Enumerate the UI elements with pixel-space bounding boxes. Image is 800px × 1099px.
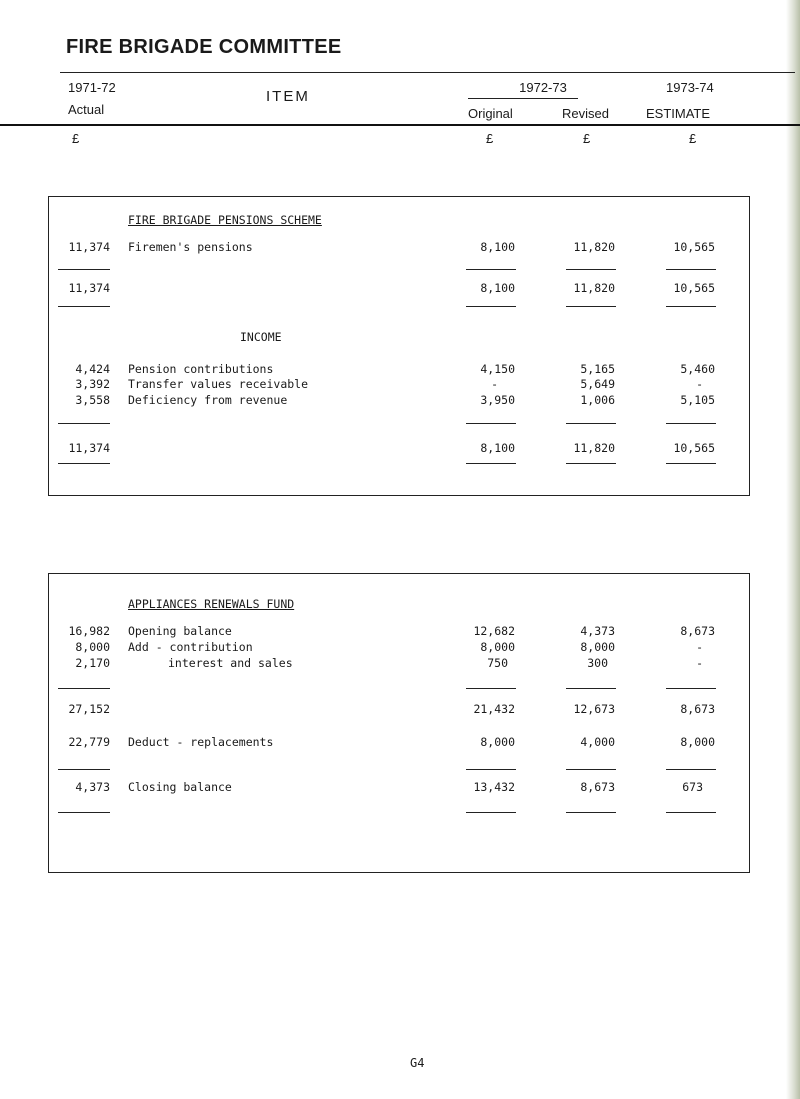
cell-estimate: 5,460 (680, 362, 715, 376)
cell-actual: 22,779 (68, 735, 110, 749)
cell-revised: 300 (587, 656, 608, 670)
total-double-rule (666, 812, 716, 813)
col-mid-year: 1972-73 (519, 80, 567, 95)
cell-revised: 8,000 (580, 640, 615, 654)
cell-actual: 8,000 (75, 640, 110, 654)
cell-revised: 11,820 (573, 281, 615, 295)
cell-actual: 11,374 (68, 281, 110, 295)
total-rule (58, 769, 110, 770)
total-rule (466, 269, 516, 270)
cell-actual: 27,152 (68, 702, 110, 716)
cell-original: 8,100 (480, 240, 515, 254)
total-rule (466, 688, 516, 689)
cell-revised: 1,006 (580, 393, 615, 407)
cell-estimate: 10,565 (673, 281, 715, 295)
total-rule (666, 269, 716, 270)
cell-item: Opening balance (128, 624, 232, 638)
total-rule (58, 423, 110, 424)
cell-original: 8,000 (480, 640, 515, 654)
appliances-section-box (48, 573, 750, 873)
col-est-year: 1973-74 (666, 80, 714, 95)
cell-revised: 4,373 (580, 624, 615, 638)
col-actual-year: 1971-72 (68, 80, 116, 95)
currency-revised: £ (583, 131, 591, 146)
cell-item: Add - contribution (128, 640, 253, 654)
cell-item: Pension contributions (128, 362, 274, 376)
total-rule (466, 769, 516, 770)
cell-original: 8,000 (480, 735, 515, 749)
total-double-rule (466, 812, 516, 813)
cell-estimate: 8,673 (680, 702, 715, 716)
total-double-rule (566, 306, 616, 307)
cell-revised: 5,649 (580, 377, 615, 391)
col-revised: Revised (562, 106, 609, 121)
cell-revised: 12,673 (573, 702, 615, 716)
cell-item: Firemen's pensions (128, 240, 253, 254)
cell-original: 12,682 (473, 624, 515, 638)
cell-revised: 5,165 (580, 362, 615, 376)
mid-year-rule (468, 98, 578, 99)
total-rule (566, 688, 616, 689)
cell-estimate: 10,565 (673, 441, 715, 455)
cell-estimate: 5,105 (680, 393, 715, 407)
cell-item: Transfer values receivable (128, 377, 309, 391)
total-double-rule (666, 463, 716, 464)
cell-actual: 11,374 (68, 240, 110, 254)
cell-revised: 8,673 (580, 780, 615, 794)
cell-item: Closing balance (128, 780, 232, 794)
header-bottom-rule (0, 124, 800, 126)
total-double-rule (466, 306, 516, 307)
cell-actual: 3,392 (75, 377, 110, 391)
col-item: ITEM (266, 88, 310, 105)
page-title: FIRE BRIGADE COMMITTEE (66, 36, 342, 58)
total-double-rule (58, 463, 110, 464)
total-rule (566, 769, 616, 770)
cell-actual: 16,982 (68, 624, 110, 638)
cell-revised: 4,000 (580, 735, 615, 749)
cell-original: 750 (487, 656, 508, 670)
currency-original: £ (486, 131, 494, 146)
income-heading: INCOME (240, 330, 282, 344)
col-estimate: ESTIMATE (646, 106, 711, 121)
cell-actual: 11,374 (68, 441, 110, 455)
cell-estimate: 673 (682, 780, 703, 794)
currency-estimate: £ (689, 131, 697, 146)
cell-estimate: 8,673 (680, 624, 715, 638)
cell-original: 8,100 (480, 441, 515, 455)
total-double-rule (566, 812, 616, 813)
total-rule (466, 423, 516, 424)
total-double-rule (58, 812, 110, 813)
cell-item: interest and sales (168, 656, 293, 670)
cell-estimate: 10,565 (673, 240, 715, 254)
total-rule (666, 769, 716, 770)
cell-original: 3,950 (480, 393, 515, 407)
cell-revised: 11,820 (573, 441, 615, 455)
cell-estimate: - (696, 640, 703, 654)
currency-actual: £ (72, 131, 80, 146)
total-rule (58, 269, 110, 270)
total-rule (566, 423, 616, 424)
total-rule (666, 423, 716, 424)
total-double-rule (566, 463, 616, 464)
header-top-rule (60, 72, 795, 73)
col-original: Original (468, 106, 513, 121)
cell-revised: 11,820 (573, 240, 615, 254)
col-actual-label: Actual (68, 102, 105, 117)
scan-edge (786, 0, 800, 1099)
cell-item: Deficiency from revenue (128, 393, 288, 407)
cell-actual: 3,558 (75, 393, 110, 407)
total-double-rule (466, 463, 516, 464)
total-double-rule (58, 306, 110, 307)
cell-original: - (491, 377, 498, 391)
cell-actual: 4,373 (75, 780, 110, 794)
cell-original: 8,100 (480, 281, 515, 295)
cell-estimate: - (696, 377, 703, 391)
cell-actual: 2,170 (75, 656, 110, 670)
cell-original: 21,432 (473, 702, 515, 716)
cell-estimate: 8,000 (680, 735, 715, 749)
total-rule (566, 269, 616, 270)
cell-actual: 4,424 (75, 362, 110, 376)
total-double-rule (666, 306, 716, 307)
appliances-heading: APPLIANCES RENEWALS FUND (128, 597, 295, 611)
page-number: G4 (410, 1056, 425, 1070)
cell-original: 4,150 (480, 362, 515, 376)
cell-item: Deduct - replacements (128, 735, 274, 749)
cell-original: 13,432 (473, 780, 515, 794)
total-rule (58, 688, 110, 689)
pensions-heading: FIRE BRIGADE PENSIONS SCHEME (128, 213, 322, 227)
total-rule (666, 688, 716, 689)
cell-estimate: - (696, 656, 703, 670)
